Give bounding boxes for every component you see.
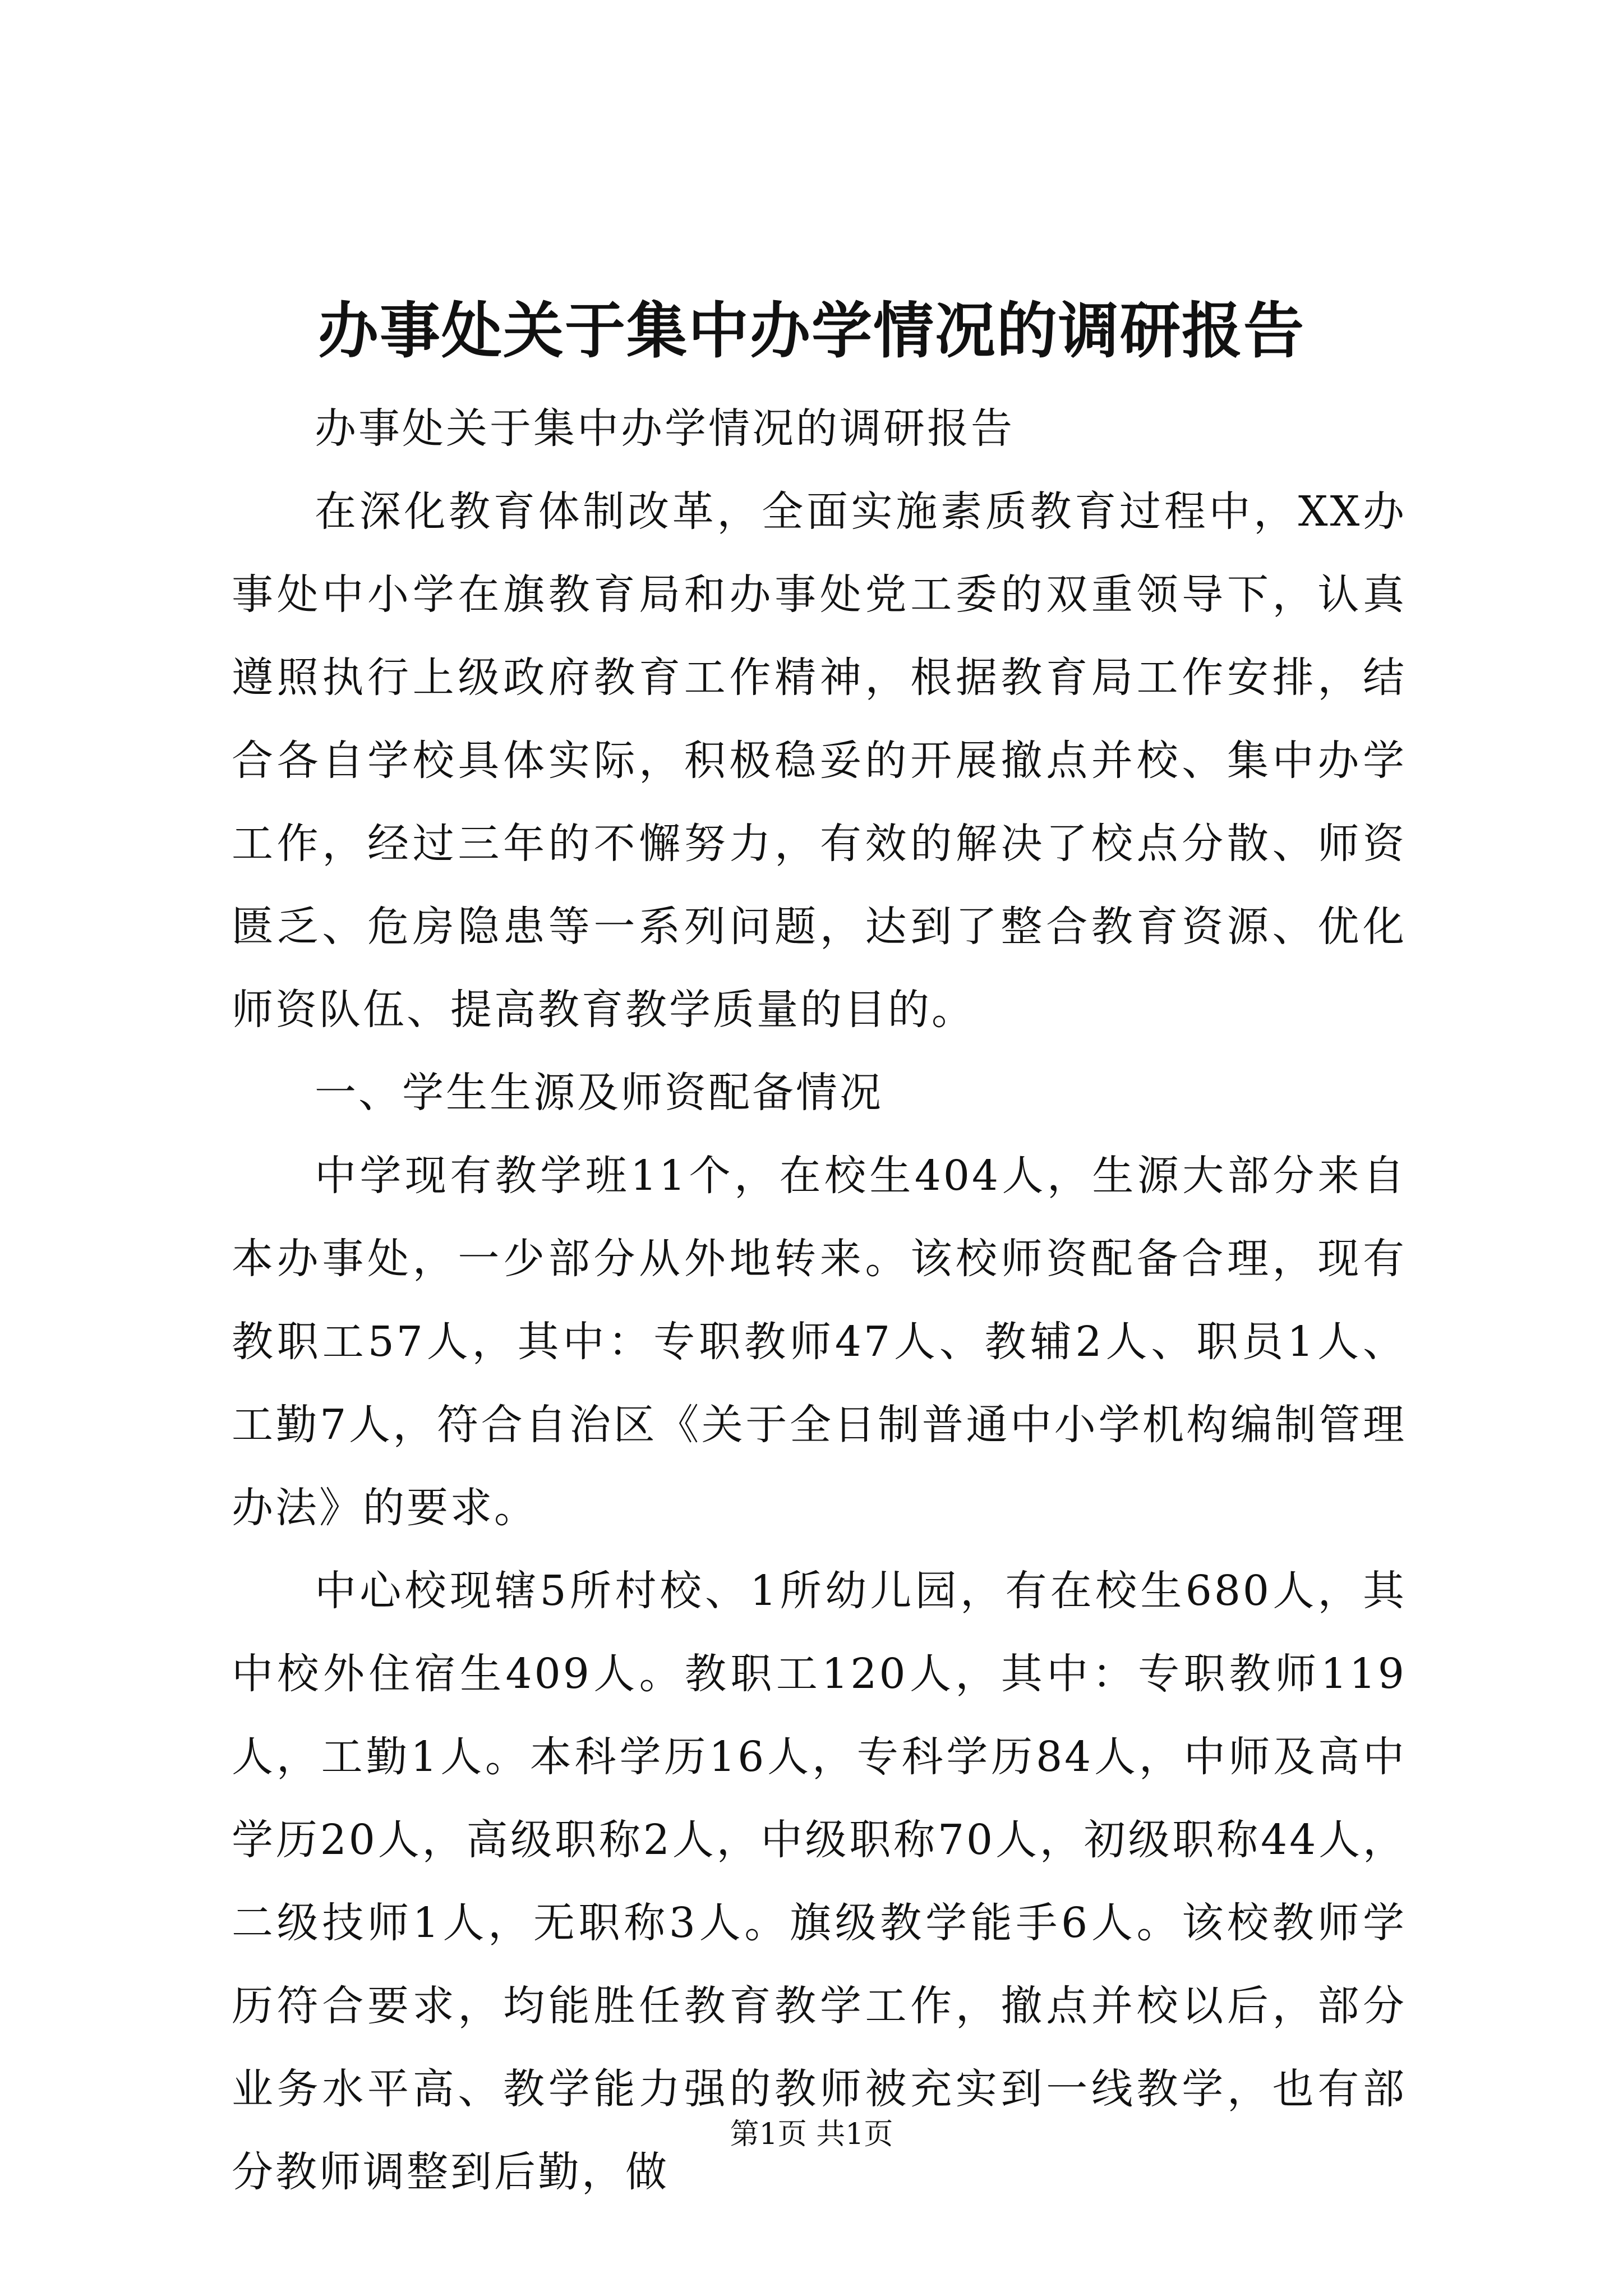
document-title: 办事处关于集中办学情况的调研报告 bbox=[317, 296, 1305, 366]
paragraph-middle-school: 中学现有教学班11个，在校生404人，生源大部分来自本办事处，一少部分从外地转来。该校师资配备合理，现有教职工57人，其中：专职教师47人、教辅2人、职员1人、工勤7人，符合自治区《关于全日制普通中小学机构编制管理办法》的要求。 bbox=[232, 1152, 1407, 1532]
paragraph-central-school: 中心校现辖5所村校、1所幼儿园，有在校生680人，其中校外住宿生409人。教职工120人，其中：专职教师119人，工勤1人。本科学历16人，专科学历84人，中师及高中学历20人，高级职称2人，中级职称70人，初级职称44人，二级技师1人，无职称3人。旗级教学能手6人。该校教师学历符合要求，均能胜任教育教学工作，撤点并校以后，部分业务水平高、教学能力强的教师被充实到一线教学，也有部分教师调整到后勤，做 bbox=[232, 1567, 1407, 2196]
document-body bbox=[232, 387, 1407, 2214]
section-heading: 一、学生生源及师资配备情况 bbox=[315, 1069, 883, 1117]
page-footer: 第1页 共1页 bbox=[730, 2118, 893, 2151]
paragraph-intro: 在深化教育体制改革，全面实施素质教育过程中，XX办事处中小学在旗教育局和办事处党工委的双重领导下，认真遵照执行上级政府教育工作精神，根据教育局工作安排，结合各自学校具体实际，积极稳妥的开展撤点并校、集中办学工作，经过三年的不懈努力，有效的解决了校点分散、师资匮乏、危房隐患等一系列问题，达到了整合教育资源、优化师资队伍、提高教育教学质量的目的。 bbox=[232, 487, 1407, 1034]
paragraph-subtitle: 办事处关于集中办学情况的调研报告 bbox=[315, 404, 1015, 453]
